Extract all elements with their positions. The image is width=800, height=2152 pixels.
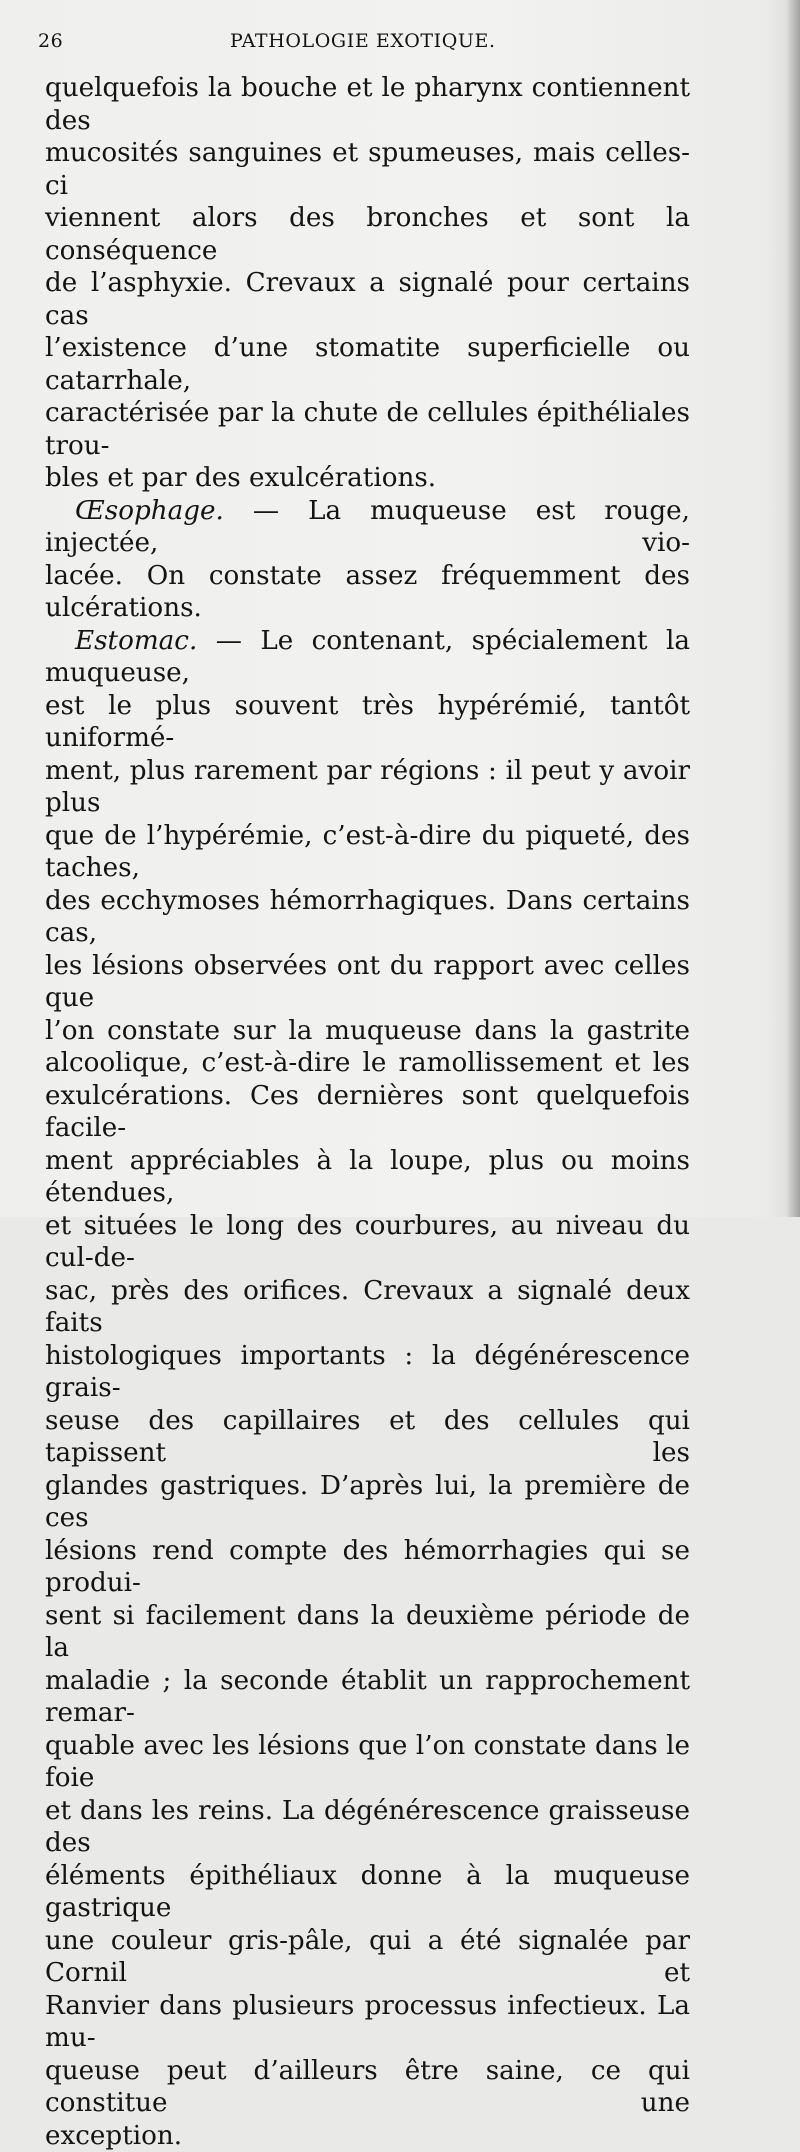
- text-line: sac, près des orifices. Crevaux a signalé deux faits: [45, 1275, 690, 1340]
- text-line: viennent alors des bronches et sont la conséquence: [45, 202, 690, 267]
- text-line: queuse peut d’ailleurs être saine, ce qui constitue une: [45, 2055, 690, 2120]
- text-line: caractérisée par la chute de cellules épithéliales trou-: [45, 397, 690, 462]
- section-estomac-first-line: [45, 625, 690, 690]
- text-line: lacée. On constate assez fréquemment des ulcérations.: [45, 560, 690, 625]
- text-line: est le plus souvent très hypérémié, tantôt uniformé-: [45, 690, 690, 755]
- text-line: ment, plus rarement par régions : il peut y avoir plus: [45, 755, 690, 820]
- body-text: [45, 72, 690, 2152]
- text-line: une couleur gris-pâle, qui a été signalée par Cornil et: [45, 1925, 690, 1990]
- text-line: seuse des capillaires et des cellules qui tapissent les: [45, 1405, 690, 1470]
- text-line: et dans les reins. La dégénérescence graisseuse des: [45, 1795, 690, 1860]
- running-title: PATHOLOGIE EXOTIQUE.: [230, 30, 496, 52]
- text-line: l’on constate sur la muqueuse dans la gastrite: [45, 1015, 690, 1048]
- text-line-rest: — La muqueuse est rouge, injectée, vio-: [45, 496, 690, 559]
- page-number: 26: [38, 30, 63, 52]
- page-header: [38, 30, 508, 60]
- text-line: de l’asphyxie. Crevaux a signalé pour certains cas: [45, 267, 690, 332]
- text-line: alcoolique, c’est-à-dire le ramollissement et les: [45, 1047, 690, 1080]
- page-edge-shadow: [786, 0, 800, 1217]
- text-line: éléments épithéliaux donne à la muqueuse gastrique: [45, 1860, 690, 1925]
- text-line: que de l’hypérémie, c’est-à-dire du piqueté, des taches,: [45, 820, 690, 885]
- section-oesophage-first-line: [45, 495, 690, 560]
- text-line: lésions rend compte des hémorrhagies qui se produi-: [45, 1535, 690, 1600]
- text-line: histologiques importants : la dégénérescence grais-: [45, 1340, 690, 1405]
- text-line: maladie ; la seconde établit un rapprochement remar-: [45, 1665, 690, 1730]
- section-heading-estomac: Estomac.: [75, 626, 197, 656]
- text-line: quelquefois la bouche et le pharynx contiennent des: [45, 72, 690, 137]
- text-line: glandes gastriques. D’après lui, la première de ces: [45, 1470, 690, 1535]
- text-line-rest: — Le contenant, spécialement la muqueuse,: [45, 626, 690, 689]
- section-heading-oesophage: Œsophage.: [75, 496, 224, 526]
- text-line: l’existence d’une stomatite superficielle ou catarrhale,: [45, 332, 690, 397]
- text-line: quable avec les lésions que l’on constate dans le foie: [45, 1730, 690, 1795]
- text-line: exception.: [45, 2120, 690, 2152]
- text-line: les lésions observées ont du rapport avec celles que: [45, 950, 690, 1015]
- text-line: Ranvier dans plusieurs processus infectieux. La mu-: [45, 1990, 690, 2055]
- text-line: mucosités sanguines et spumeuses, mais celles-ci: [45, 137, 690, 202]
- text-line: exulcérations. Ces dernières sont quelquefois facile-: [45, 1080, 690, 1145]
- text-line: et situées le long des courbures, au niveau du cul-de-: [45, 1210, 690, 1275]
- text-line: ment appréciables à la loupe, plus ou moins étendues,: [45, 1145, 690, 1210]
- text-line: sent si facilement dans la deuxième période de la: [45, 1600, 690, 1665]
- text-line: bles et par des exulcérations.: [45, 462, 690, 495]
- text-line: des ecchymoses hémorrhagiques. Dans certains cas,: [45, 885, 690, 950]
